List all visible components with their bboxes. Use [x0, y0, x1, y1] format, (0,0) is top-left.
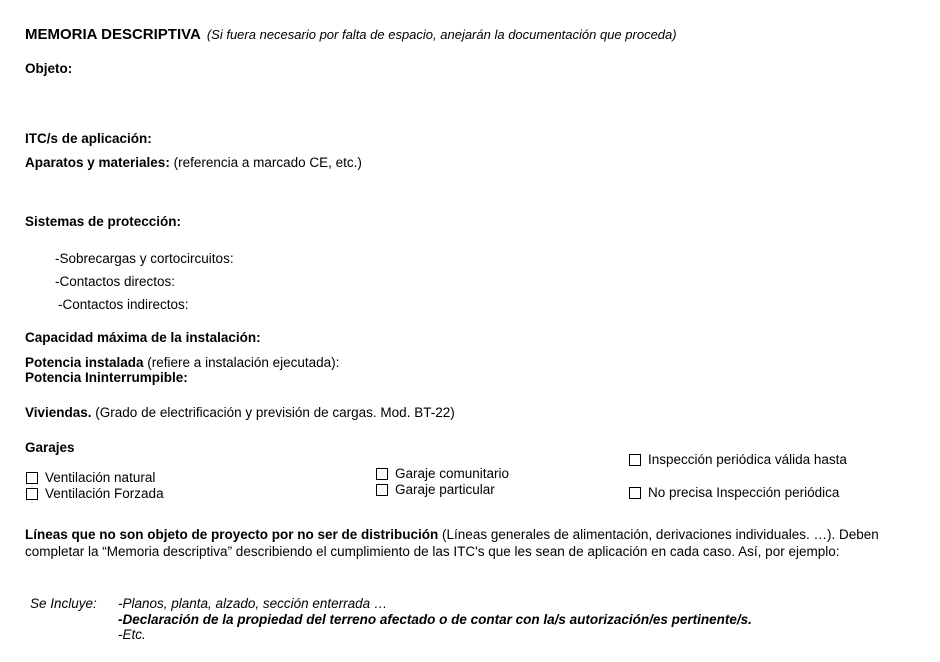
- ventilacion-forzada-label: Ventilación Forzada: [45, 486, 164, 501]
- garaje-particular-label: Garaje particular: [395, 482, 495, 497]
- itcs-label: ITC/s de aplicación:: [25, 131, 152, 146]
- potencia-ininterrumpible-label: Potencia Ininterrumpible:: [25, 370, 188, 385]
- ventilacion-forzada-checkbox[interactable]: [26, 488, 38, 500]
- page-title: MEMORIA DESCRIPTIVA: [25, 26, 201, 43]
- aparatos-note: (referencia a marcado CE, etc.): [169, 155, 362, 170]
- se-incluye-block: [30, 596, 752, 643]
- lineas-paragraph: [25, 527, 925, 560]
- se-incluye-item-planos: -Planos, planta, alzado, sección enterrada …: [118, 596, 388, 611]
- inspeccion-valida-row: [629, 452, 847, 468]
- ventilacion-natural-label: Ventilación natural: [45, 470, 156, 485]
- proteccion-item-contactos-directos: -Contactos directos:: [55, 274, 176, 289]
- potencia-instalada-line: [25, 355, 339, 371]
- objeto-label: Objeto:: [25, 61, 73, 76]
- aparatos-line: [25, 155, 362, 171]
- se-incluye-items: [118, 596, 752, 643]
- viviendas-line: [25, 405, 455, 421]
- proteccion-item-sobrecargas: -Sobrecargas y cortocircuitos:: [55, 251, 234, 266]
- se-incluye-item-etc: -Etc.: [118, 627, 146, 642]
- no-precisa-inspeccion-label: No precisa Inspección periódica: [648, 485, 840, 500]
- proteccion-item-contactos-indirectos: -Contactos indirectos:: [58, 297, 189, 312]
- se-incluye-label: Se Incluye:: [30, 596, 97, 611]
- garaje-comunitario-checkbox[interactable]: [376, 468, 388, 480]
- ventilacion-natural-checkbox[interactable]: [26, 472, 38, 484]
- sistemas-label: Sistemas de protección:: [25, 214, 182, 229]
- aparatos-label: Aparatos y materiales:: [25, 155, 170, 170]
- garaje-particular-row: [376, 482, 495, 498]
- title-note: (Si fuera necesario por falta de espacio, anejarán la documentación que proceda): [206, 27, 677, 42]
- potencia-instalada-label: Potencia instalada: [25, 355, 144, 370]
- garaje-comunitario-row: [376, 466, 509, 482]
- ventilacion-natural-row: [26, 470, 155, 486]
- lineas-paragraph-bold: Líneas que no son objeto de proyecto por no ser de distribución: [25, 527, 439, 542]
- viviendas-label: Viviendas.: [25, 405, 92, 420]
- no-precisa-inspeccion-checkbox[interactable]: [629, 487, 641, 499]
- lineas-paragraph-rest: (Líneas generales de alimentación, derivaciones individuales. …). Deben completar la “Memoria descriptiva” describiendo el cumplimiento de las ITC's que les sean de aplicación en cada caso. Así, por ejemplo:: [25, 527, 879, 559]
- se-incluye-item-declaracion: -Declaración de la propiedad del terreno afectado o de contar con la/s autorización/es pertinente/s.: [118, 611, 752, 627]
- viviendas-note: (Grado de electrificación y previsión de cargas. Mod. BT-22): [91, 405, 455, 420]
- inspeccion-valida-label: Inspección periódica válida hasta: [648, 452, 847, 467]
- potencia-instalada-note: (refiere a instalación ejecutada):: [143, 355, 340, 370]
- title-line: [25, 26, 677, 44]
- no-precisa-inspeccion-row: [629, 485, 839, 501]
- inspeccion-valida-checkbox[interactable]: [629, 454, 641, 466]
- garajes-label: Garajes: [25, 440, 75, 455]
- garaje-particular-checkbox[interactable]: [376, 484, 388, 496]
- garaje-comunitario-label: Garaje comunitario: [395, 466, 510, 481]
- capacidad-label: Capacidad máxima de la instalación:: [25, 330, 261, 345]
- ventilacion-forzada-row: [26, 486, 164, 502]
